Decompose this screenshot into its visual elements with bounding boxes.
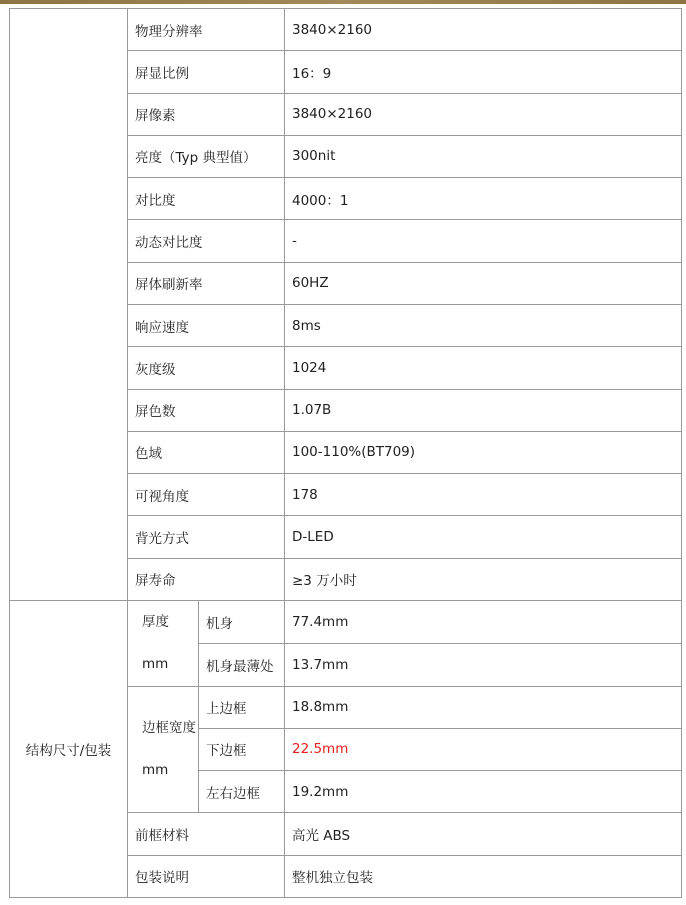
spec-label: 色域 [128,431,285,473]
spec-value: 60HZ [285,262,682,304]
spec-value: 300nit [285,135,682,177]
spec-value: 高光 ABS [285,813,682,855]
spec-value: 16：9 [285,51,682,93]
spec-value: - [285,220,682,262]
display-group-cell [10,9,128,601]
spec-label: 屏色数 [128,389,285,431]
spec-label: 前框材料 [128,813,285,855]
spec-label: 灰度级 [128,347,285,389]
spec-label: 背光方式 [128,516,285,558]
spec-label: 亮度（Typ 典型值） [128,135,285,177]
bezel-cell [128,686,199,813]
spec-label: 下边框 [199,728,285,770]
top-decorative-bar [0,0,686,4]
spec-label: 可视角度 [128,474,285,516]
bezel-unit: mm [142,762,169,779]
spec-value: D-LED [285,516,682,558]
spec-value: 整机独立包装 [285,855,682,897]
spec-value: 8ms [285,304,682,346]
thickness-unit: mm [142,656,169,673]
spec-label: 屏寿命 [128,558,285,600]
thickness-label: 厚度 [142,614,169,631]
spec-value: 3840×2160 [285,9,682,51]
spec-value: 77.4mm [285,600,682,643]
spec-label: 对比度 [128,178,285,220]
spec-label: 包装说明 [128,855,285,897]
bezel-label: 边框宽度 [142,720,196,737]
spec-value: 1024 [285,347,682,389]
spec-value: 178 [285,474,682,516]
spec-value: ≥3 万小时 [285,558,682,600]
spec-label: 响应速度 [128,304,285,346]
thickness-cell [128,600,199,686]
spec-label: 屏像素 [128,93,285,135]
group-label-structure: 结构尺寸/包装 [10,600,128,897]
spec-value: 13.7mm [285,643,682,686]
spec-table [9,8,682,898]
table-row [10,600,682,643]
spec-value-highlight: 22.5mm [285,728,682,770]
spec-label: 机身最薄处 [199,643,285,686]
spec-label: 机身 [199,600,285,643]
spec-label: 屏显比例 [128,51,285,93]
spec-value: 3840×2160 [285,93,682,135]
table-row [10,9,682,51]
spec-label: 左右边框 [199,771,285,813]
spec-value: 1.07B [285,389,682,431]
spec-label: 屏体刷新率 [128,262,285,304]
spec-value: 4000：1 [285,178,682,220]
spec-value: 19.2mm [285,771,682,813]
spec-label: 动态对比度 [128,220,285,262]
spec-value: 100-110%(BT709) [285,431,682,473]
spec-label: 物理分辨率 [128,9,285,51]
spec-label: 上边框 [199,686,285,728]
spec-value: 18.8mm [285,686,682,728]
